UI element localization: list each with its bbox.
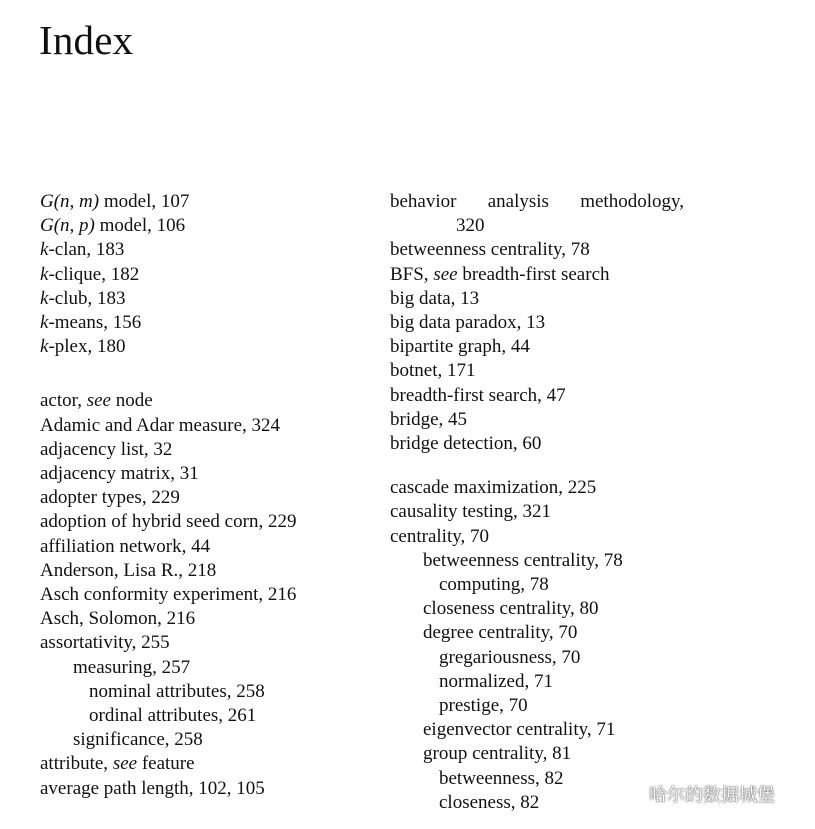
index-entry-text: prestige, 70 <box>439 695 528 717</box>
index-entry-text: significance, 258 <box>73 729 203 751</box>
index-entry-text: adopter types, 229 <box>40 487 180 509</box>
index-entry-text: Asch, Solomon, 216 <box>40 608 196 630</box>
index-entry-text: Anderson, Lisa R., 218 <box>40 559 217 581</box>
index-entry <box>390 525 690 549</box>
index-entry-text: normalized, 71 <box>439 670 553 692</box>
index-subentry <box>390 670 690 694</box>
index-entry-text: betweenness centrality, 78 <box>423 549 623 571</box>
index-entry-text: -club, 183 <box>48 287 126 309</box>
index-entry-text: group centrality, 81 <box>423 743 572 765</box>
index-entry-italic: see <box>86 390 111 412</box>
index-entry-italic: G(n, p) <box>40 215 95 237</box>
wechat-icon <box>617 783 643 805</box>
index-entry <box>390 408 690 432</box>
index-entry-text: behavior analysis methodology, <box>390 191 684 212</box>
index-entry <box>40 486 296 510</box>
watermark-text: 哈尔的数据城堡 <box>649 785 775 806</box>
index-entry-text: average path length, 102, 105 <box>40 777 265 799</box>
index-entry <box>40 335 296 359</box>
index-subentry <box>390 646 690 670</box>
index-entry <box>40 238 296 262</box>
index-entry-text: closeness centrality, 80 <box>423 598 599 620</box>
page-title: Index <box>39 17 134 63</box>
index-entry-italic: see <box>433 263 458 285</box>
index-entry <box>390 311 690 335</box>
index-entry-italic: k <box>40 336 49 358</box>
index-entry <box>40 752 296 776</box>
index-entry-text: attribute, <box>40 753 113 775</box>
index-subentry <box>390 742 690 766</box>
index-entry <box>40 510 296 534</box>
index-entry <box>40 777 296 801</box>
index-group-b <box>390 238 690 456</box>
index-subentry <box>390 549 690 573</box>
index-entry <box>40 583 296 607</box>
index-subentry <box>390 621 690 645</box>
index-subentry <box>390 694 690 718</box>
index-entry-wrapped <box>390 190 684 214</box>
index-entry-italic: k <box>40 312 49 334</box>
index-entry <box>40 631 296 655</box>
index-entry-text: degree centrality, 70 <box>423 622 578 644</box>
index-entry-text: centrality, 70 <box>390 525 490 547</box>
index-entry-text: model, 107 <box>99 191 190 212</box>
index-entry-italic: k <box>40 263 49 285</box>
index-entry-text: -clan, 183 <box>48 239 125 261</box>
index-entry-text: causality testing, 321 <box>390 501 551 523</box>
group-spacer <box>40 359 296 389</box>
index-entry-text: adoption of hybrid seed corn, 229 <box>40 511 297 533</box>
index-subentry <box>40 656 296 680</box>
index-entry-text: bipartite graph, 44 <box>390 336 530 358</box>
index-entry-text: measuring, 257 <box>73 656 191 678</box>
index-entry-text: betweenness centrality, 78 <box>390 239 590 261</box>
index-entry-text: adjacency list, 32 <box>40 438 173 460</box>
index-entry <box>40 389 296 413</box>
index-group-a <box>40 389 296 800</box>
index-entry-text: feature <box>137 753 195 775</box>
index-entry-text: cascade maximization, 225 <box>390 477 597 499</box>
index-entry-text: nominal attributes, 258 <box>89 680 265 702</box>
index-column-right <box>390 190 690 815</box>
index-entry <box>390 500 690 524</box>
index-subentry <box>40 728 296 752</box>
index-entry <box>390 238 690 262</box>
index-entry-text: -means, 156 <box>48 312 142 334</box>
index-entry-text: big data paradox, 13 <box>390 312 546 334</box>
index-entry-text: Adamic and Adar measure, 324 <box>40 414 281 436</box>
index-entry <box>40 214 296 238</box>
index-subentry <box>390 573 690 597</box>
index-entry-continuation: 320 <box>456 215 485 237</box>
index-entry <box>40 438 296 462</box>
index-entry-text: model, 106 <box>94 215 186 237</box>
index-entry-text: -clique, 182 <box>48 263 140 285</box>
index-entry-text: gregariousness, 70 <box>439 646 581 668</box>
index-entry <box>390 263 690 287</box>
index-entry <box>40 462 296 486</box>
index-entry-text: assortativity, 255 <box>40 632 170 654</box>
index-entry <box>40 414 296 438</box>
index-column-left <box>40 190 296 801</box>
index-entry <box>390 359 690 383</box>
index-entry-text: breadth-first search, 47 <box>390 384 566 406</box>
index-entry-text: adjacency matrix, 31 <box>40 463 199 485</box>
index-entry-text: bridge, 45 <box>390 408 468 430</box>
index-subentry <box>40 680 296 704</box>
index-entry <box>40 311 296 335</box>
group-spacer <box>390 456 690 476</box>
index-entry <box>40 287 296 311</box>
index-entry-text: betweenness, 82 <box>439 767 564 789</box>
index-entry-text: eigenvector centrality, 71 <box>423 719 616 741</box>
index-entry-italic: k <box>40 287 49 309</box>
index-entry-text: affiliation network, 44 <box>40 535 211 557</box>
index-entry <box>40 535 296 559</box>
index-entry <box>390 384 690 408</box>
index-subentry <box>390 718 690 742</box>
index-entry-text: computing, 78 <box>439 574 549 596</box>
index-entry <box>40 607 296 631</box>
index-entry <box>40 559 296 583</box>
index-entry-text: ordinal attributes, 261 <box>89 705 257 727</box>
index-entry <box>40 190 296 214</box>
watermark <box>617 781 775 807</box>
index-entry-text: closeness, 82 <box>439 791 540 813</box>
index-subentry <box>40 704 296 728</box>
index-entry-text: node <box>110 390 153 412</box>
index-entry <box>390 287 690 311</box>
index-entry-text: actor, <box>40 390 87 412</box>
index-entry-italic: k <box>40 239 49 261</box>
index-entry <box>390 432 690 456</box>
index-entry-text: bridge detection, 60 <box>390 433 542 455</box>
index-entry <box>390 476 690 500</box>
index-entry-text: Asch conformity experiment, 216 <box>40 584 297 606</box>
index-entry-text: botnet, 171 <box>390 360 476 382</box>
index-subentry <box>390 597 690 621</box>
index-group-symbols <box>40 190 296 359</box>
index-entry-text: big data, 13 <box>390 287 480 309</box>
index-entry-italic: G(n, m) <box>40 191 100 212</box>
index-entry-italic: see <box>112 753 138 775</box>
index-entry <box>390 335 690 359</box>
index-entry <box>40 263 296 287</box>
index-group-c <box>390 476 690 815</box>
index-entry-text: BFS, <box>390 263 434 285</box>
index-entry-text: breadth-first search <box>457 263 610 285</box>
index-entry-text: -plex, 180 <box>48 336 126 358</box>
